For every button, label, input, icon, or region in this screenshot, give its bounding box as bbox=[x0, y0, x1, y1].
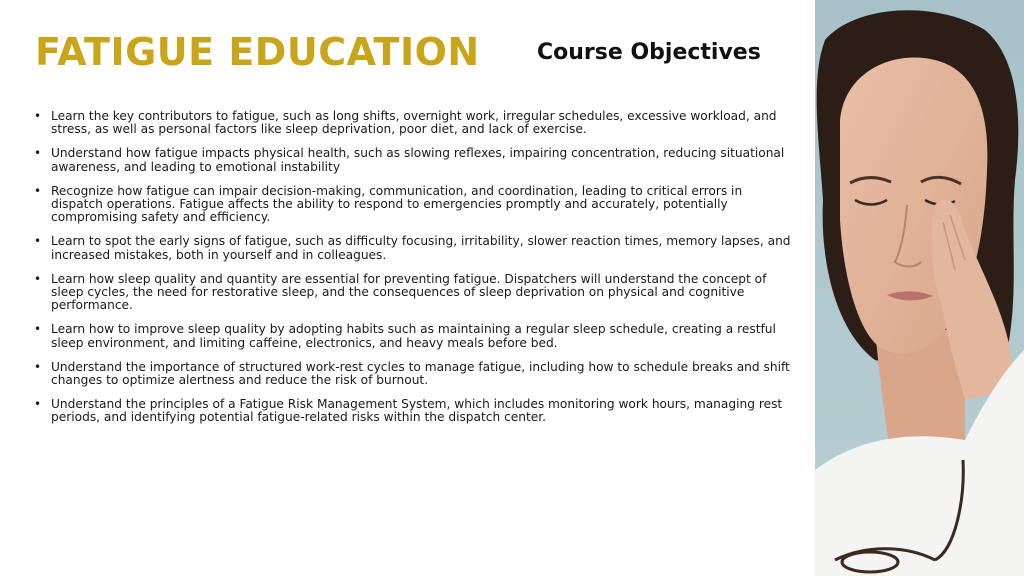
objective-text: Learn the key contributors to fatigue, such as long shifts, overnight work, irregular schedules, excessive workload, and stress, as well as personal factors like sleep deprivation, poor diet, and lack of exercise. bbox=[51, 109, 777, 137]
objective-text: Understand the principles of a Fatigue Risk Management System, which includes monitoring work hours, managing rest periods, and identifying potential fatigue-related risks within the dispatch center. bbox=[51, 397, 783, 425]
list-item bbox=[34, 323, 794, 349]
objective-text: Understand how fatigue impacts physical health, such as slowing reflexes, impairing concentration, reducing situational awareness, and leading to emotional instability bbox=[51, 146, 785, 174]
bullet-icon: • bbox=[34, 234, 42, 249]
bullet-icon: • bbox=[34, 146, 42, 161]
bullet-icon: • bbox=[34, 322, 42, 337]
list-item bbox=[34, 110, 794, 136]
photo-illustration bbox=[815, 0, 1024, 576]
list-item bbox=[34, 235, 794, 261]
list-item bbox=[34, 185, 794, 225]
list-item bbox=[34, 361, 794, 387]
list-item bbox=[34, 273, 794, 313]
bullet-icon: • bbox=[34, 109, 42, 123]
list-item bbox=[34, 147, 794, 173]
list-item bbox=[34, 398, 794, 424]
tired-woman-photo bbox=[815, 0, 1024, 576]
objectives-list bbox=[34, 110, 794, 436]
bullet-icon: • bbox=[34, 271, 42, 286]
bullet-icon: • bbox=[34, 397, 42, 412]
slide-title: FATIGUE EDUCATION bbox=[35, 30, 480, 74]
objective-text: Recognize how fatigue can impair decision-making, communication, and coordination, leading to critical errors in dispatch operations. Fatigue affects the ability to respond to emergencies promptly and accurately, potentially compromising safety and efficiency. bbox=[51, 183, 743, 225]
objective-text: Understand the importance of structured work-rest cycles to manage fatigue, including how to schedule breaks and shift changes to optimize alertness and reduce the risk of burnout. bbox=[51, 359, 790, 388]
objective-text: Learn to spot the early signs of fatigue, such as difficulty focusing, irritability, slower reaction times, memory lapses, and increased mistakes, both in yourself and in colleagues. bbox=[51, 234, 791, 262]
bullet-icon: • bbox=[34, 183, 42, 198]
objective-text: Learn how sleep quality and quantity are essential for preventing fatigue. Dispatchers will understand the concept of sleep cycles, the need for restorative sleep, and the consequences of sleep deprivation on physical and cognitive performance. bbox=[51, 271, 767, 313]
bullet-icon: • bbox=[34, 359, 42, 374]
slide-subtitle: Course Objectives bbox=[537, 40, 761, 65]
objective-text: Learn how to improve sleep quality by adopting habits such as maintaining a regular sleep schedule, creating a restful sleep environment, and limiting caffeine, electronics, and heavy meals before bed. bbox=[51, 322, 776, 350]
